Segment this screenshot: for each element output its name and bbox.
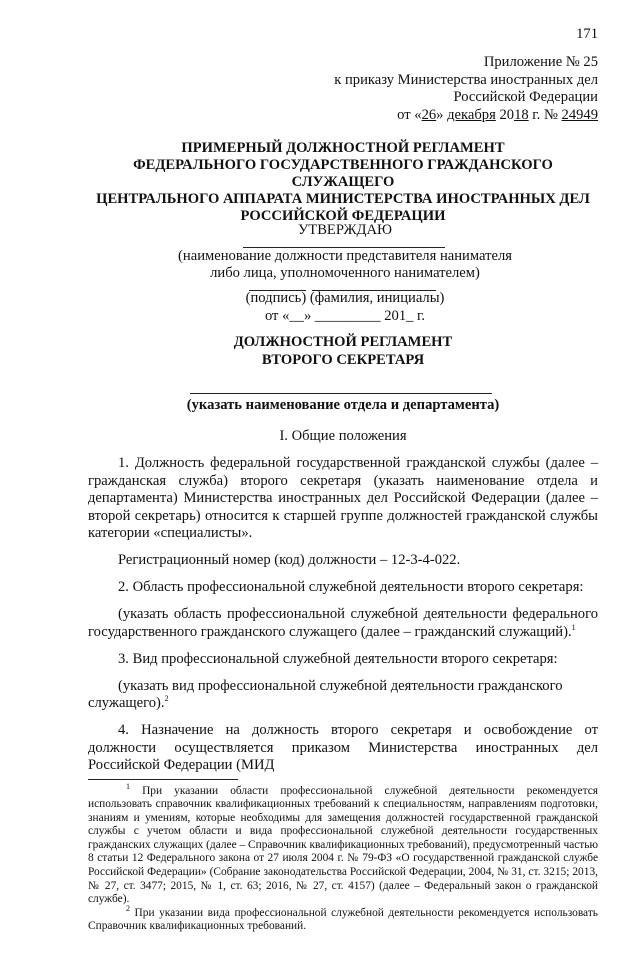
footnote-separator [88, 779, 238, 780]
document-body [88, 0, 598, 954]
paragraph-1: 1. Должность федеральной государственной гражданской службы (далее – гражданская служба) второго секретаря (указать наименование отдела и департамента) Министерства иностранных дел Российской Федерации (далее – второй секретарь) относится к старшей группе должностей гражданской службы категории «специалисты». [88, 455, 598, 541]
appendix-line: Приложение № 25 [483, 54, 598, 70]
section-title: I. Общие положения [279, 428, 407, 444]
registration-number: Регистрационный номер (код) должности – 12-3-4-022. [118, 552, 461, 568]
month: декабря [447, 106, 496, 123]
text: » [436, 106, 448, 123]
footnote-text: При указании вида профессиональной служебной деятельности рекомендуется использовать Справочник квалификационных требований. [88, 906, 598, 933]
paragraph-2: 2. Область профессиональной служебной деятельности второго секретаря: [118, 579, 584, 595]
text: от « [397, 106, 422, 123]
title-line: ФЕДЕРАЛЬНОГО ГОСУДАРСТВЕННОГО ГРАЖДАНСКОГО СЛУЖАЩЕГО [133, 157, 553, 190]
signature-hint: (подпись) (фамилия, инициалы) [245, 290, 445, 306]
text: г. № [528, 106, 562, 123]
title-line: РОССИЙСКОЙ ФЕДЕРАЦИИ [240, 208, 446, 224]
footnote-1 [88, 781, 598, 907]
paragraph-4: 4. Назначение на должность второго секретаря и освобождение от должности осуществляется приказом Министерства иностранных дел Российской Федерации (МИД [88, 722, 598, 773]
hint-line: либо лица, уполномоченного нанимателем) [210, 264, 480, 281]
subtitle-line: ВТОРОГО СЕКРЕТАРЯ [261, 351, 425, 368]
footnote-ref[interactable]: 2 [164, 694, 169, 704]
footnote-text: При указании области профессиональной служебной деятельности рекомендуется использовать справочник квалификационных требований к специальностям, направлениям подготовки, знаниям и умениям, которые необходимы для замещения должностей государственной гражданской службы с учетом области и вида профессиональной служебной деятельности государственных гражданских служащих (далее – Справочник квалификационных требований), предусмотренный частью 8 статьи 12 Федерального закона от 27 июля 2004 г. № 79-ФЗ «О государственной гражданской службе Российской Федерации» (Собрание законодательства Российской Федерации, 2004, № 31, ст. 3215; 2013, № 27, ст. 3477; 2015, № 1, ст. 63; 2016, № 27, ст. 4157) (далее – Федеральный закон о гражданской службе). [88, 784, 598, 906]
subtitle-line: ДОЛЖНОСТНОЙ РЕГЛАМЕНТ [233, 334, 453, 350]
paragraph-2a [88, 606, 598, 641]
page-number: 171 [576, 26, 598, 42]
footnote-2 [88, 904, 598, 934]
day: 26 [421, 106, 437, 123]
appendix-line: Российской Федерации [453, 89, 598, 105]
hint-line: (наименование должности представителя нанимателя [178, 248, 512, 264]
year: 18 [514, 106, 529, 123]
paragraph-3: 3. Вид профессиональной служебной деятельности второго секретаря: [118, 650, 558, 667]
footnotes [88, 781, 598, 935]
department-hint: (указать наименование отдела и департамента) [186, 397, 500, 413]
footnote-ref[interactable]: 1 [571, 622, 576, 632]
order-number: 24949 [561, 106, 598, 123]
appendix-line: к приказу Министерства иностранных дел [334, 71, 598, 88]
approve-date: от «__» _________ 201_ г. [264, 308, 426, 324]
footnote-number: 1 [126, 781, 130, 791]
text: (указать область профессиональной служебной деятельности федерального государственного гражданского служащего (далее – гражданский служащий). [88, 606, 598, 640]
title-line: ЦЕНТРАЛЬНОГО АППАРАТА МИНИСТЕРСТВА ИНОСТРАННЫХ ДЕЛ [96, 191, 590, 207]
approve-label: УТВЕРЖДАЮ [297, 222, 393, 238]
text: 20 [495, 106, 515, 123]
text: (указать вид профессиональной служебной деятельности гражданского служащего). [88, 677, 563, 711]
footnote-number: 2 [126, 904, 130, 914]
title-line: ПРИМЕРНЫЙ ДОЛЖНОСТНОЙ РЕГЛАМЕНТ [181, 140, 505, 156]
paragraph-3a [88, 678, 598, 713]
